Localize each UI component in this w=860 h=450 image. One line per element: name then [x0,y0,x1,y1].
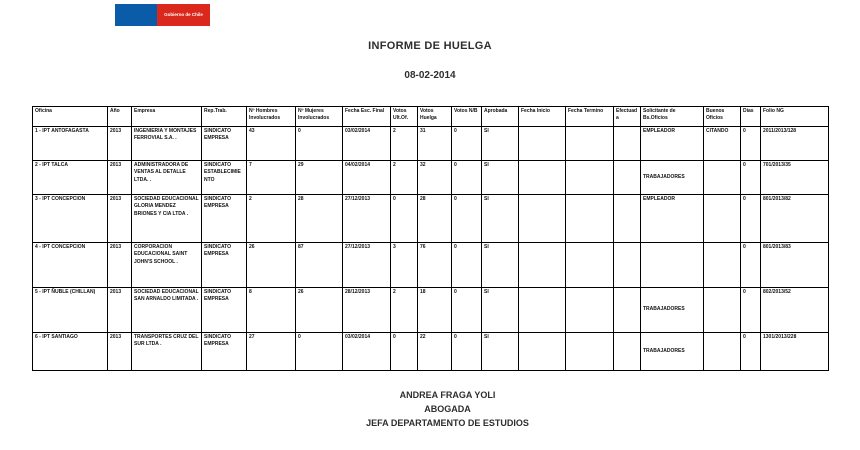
table-cell [519,288,566,333]
table-row [33,333,829,371]
table-cell: 29 [296,161,343,195]
table-cell: SI [482,127,519,161]
table-cell: SI [482,288,519,333]
table-cell: 2 [391,288,418,333]
table-cell: SINDICATO ESTABLECIMIENTO [202,161,247,195]
table-cell: SINDICATO EMPRESA [202,333,247,371]
table-cell: 22 [418,333,452,371]
table-cell [704,243,741,288]
table-cell: 76 [418,243,452,288]
table-row [33,195,829,243]
table-cell: 87 [296,243,343,288]
table-cell: 03/02/2014 [343,333,391,371]
table-cell: SI [482,243,519,288]
header-cell: Fecha Termino [566,107,614,127]
header-cell: Días [741,107,761,127]
table-cell: 0 [452,161,482,195]
table-cell: 5 - IPT ÑUBLE (CHILLAN) [33,288,108,333]
table-cell [519,243,566,288]
table-cell: TRABAJADORES [641,161,704,195]
table-cell: EMPLEADOR [641,127,704,161]
table-cell: 3 - IPT CONCEPCION [33,195,108,243]
table-cell: SI [482,333,519,371]
table-cell: 0 [452,243,482,288]
table-cell: 26 [247,243,296,288]
signature-block [0,390,860,432]
table-cell: 0 [741,127,761,161]
table-cell: 0 [391,195,418,243]
table-cell: SI [482,161,519,195]
table-cell: 28/12/2013 [343,288,391,333]
table-cell [566,161,614,195]
header-cell: Rep.Trab. [202,107,247,127]
table-cell: 3 [391,243,418,288]
table-cell: 0 [741,243,761,288]
table-cell: 2 [391,127,418,161]
gobierno-de-chile-logo [115,4,210,26]
table-cell: TRABAJADORES [641,288,704,333]
table-cell: 28 [418,195,452,243]
table-cell [641,243,704,288]
table-cell: 2013 [108,333,132,371]
signer-department: JEFA DEPARTAMENTO DE ESTUDIOS [366,418,529,428]
table-cell: SINDICATO EMPRESA [202,127,247,161]
table-cell: 26 [296,288,343,333]
report-title: INFORME DE HUELGA [368,40,492,52]
table-cell: 2013 [108,195,132,243]
table-cell: 0 [452,333,482,371]
header-cell: Nº Mujeres Involucrados [296,107,343,127]
logo-brand-text: Gobierno de Chile [164,11,203,17]
table-cell [519,195,566,243]
table-cell: 32 [418,161,452,195]
table-cell [519,161,566,195]
table-cell: 0 [741,333,761,371]
table-cell: 4 - IPT CONCEPCION [33,243,108,288]
table-cell: SINDICATO EMPRESA [202,288,247,333]
table-cell: 28 [296,195,343,243]
table-cell [566,333,614,371]
table-cell [704,288,741,333]
strike-report-table-wrapper [32,106,828,371]
table-cell: 27 [247,333,296,371]
table-cell: 27/12/2013 [343,195,391,243]
table-cell: SINDICATO EMPRESA [202,243,247,288]
table-cell: 2013 [108,243,132,288]
table-cell: 04/02/2014 [343,161,391,195]
table-cell: 0 [452,288,482,333]
table-row [33,161,829,195]
table-header-row [33,107,829,127]
header-cell: Oficina [33,107,108,127]
table-cell: 0 [741,161,761,195]
header-cell: Efectuada [614,107,641,127]
table-cell: INGENIERIA Y MONTAJES FERROVIAL S.A. . [132,127,202,161]
table-cell: 802/2013/52 [761,288,829,333]
table-cell [614,333,641,371]
table-cell: CORPORACION EDUCACIONAL SAINT JOHN'S SCHOOL . [132,243,202,288]
table-cell: 31 [418,127,452,161]
table-row [33,127,829,161]
table-cell: EMPLEADOR [641,195,704,243]
table-cell: 0 [452,127,482,161]
table-row [33,288,829,333]
header-cell: Aprobada [482,107,519,127]
table-cell: SINDICATO EMPRESA [202,195,247,243]
table-cell [519,333,566,371]
table-cell: 801/2013/82 [761,195,829,243]
table-cell: 0 [296,333,343,371]
table-cell: ADMINISTRADORA DE VENTAS AL DETALLE LTDA. . [132,161,202,195]
logo-flag-red [157,4,210,26]
report-date: 08-02-2014 [404,70,456,81]
table-cell: 7 [247,161,296,195]
table-cell: 1 - IPT ANTOFAGASTA [33,127,108,161]
header-cell: Folio NG [761,107,829,127]
table-cell: SOCIEDAD EDUCACIONAL GLORIA MENDEZ BRIONES Y CIA LTDA . [132,195,202,243]
table-cell: TRANSPORTES CRUZ DEL SUR LTDA . [132,333,202,371]
header-cell: Votos N/B [452,107,482,127]
header-cell: Empresa [132,107,202,127]
table-cell: 801/2013/83 [761,243,829,288]
table-cell [614,161,641,195]
table-cell: 18 [418,288,452,333]
table-cell: 0 [391,333,418,371]
header-cell: Año [108,107,132,127]
table-cell: 0 [452,195,482,243]
table-cell [566,288,614,333]
table-row [33,243,829,288]
logo-flag-blue [115,4,157,26]
table-cell [704,333,741,371]
header-cell: Solicitante de Bs.Oficios [641,107,704,127]
table-cell [566,243,614,288]
table-cell: 6 - IPT SANTIAGO [33,333,108,371]
table-cell: 2013 [108,288,132,333]
table-cell: 2013 [108,127,132,161]
table-cell [519,127,566,161]
strike-report-table [32,106,829,371]
table-cell [704,161,741,195]
table-cell: 2 [391,161,418,195]
header-cell: Fecha Inicio [519,107,566,127]
header-cell: Votos Huelga [418,107,452,127]
table-cell [614,195,641,243]
table-cell [614,288,641,333]
table-cell: 43 [247,127,296,161]
table-cell: 0 [741,195,761,243]
table-cell: 2013 [108,161,132,195]
signer-role: ABOGADA [424,404,471,414]
table-cell [614,243,641,288]
table-cell: 27/12/2013 [343,243,391,288]
header-cell: Nº Hombres Involucrados [247,107,296,127]
signer-name: ANDREA FRAGA YOLI [399,390,496,400]
table-cell: SOCIEDAD EDUCACIONAL SAN ARNALDO LIMITADA . [132,288,202,333]
header-cell: Fecha Esc. Final [343,107,391,127]
header-cell: Votos Ult.Of. [391,107,418,127]
table-cell: 0 [741,288,761,333]
table-cell: 2 [247,195,296,243]
table-cell: 2 - IPT TALCA [33,161,108,195]
table-cell [566,195,614,243]
table-cell: 03/02/2014 [343,127,391,161]
table-cell [614,127,641,161]
table-cell [704,195,741,243]
table-cell: 701/2013/35 [761,161,829,195]
table-cell: SI [482,195,519,243]
header-cell: Buenos Oficios [704,107,741,127]
table-cell: CITANDO [704,127,741,161]
table-cell: 8 [247,288,296,333]
table-cell [566,127,614,161]
table-cell: TRABAJADORES [641,333,704,371]
table-cell: 0 [296,127,343,161]
table-cell: 1301/2013/228 [761,333,829,371]
table-cell: 2011/2013/128 [761,127,829,161]
